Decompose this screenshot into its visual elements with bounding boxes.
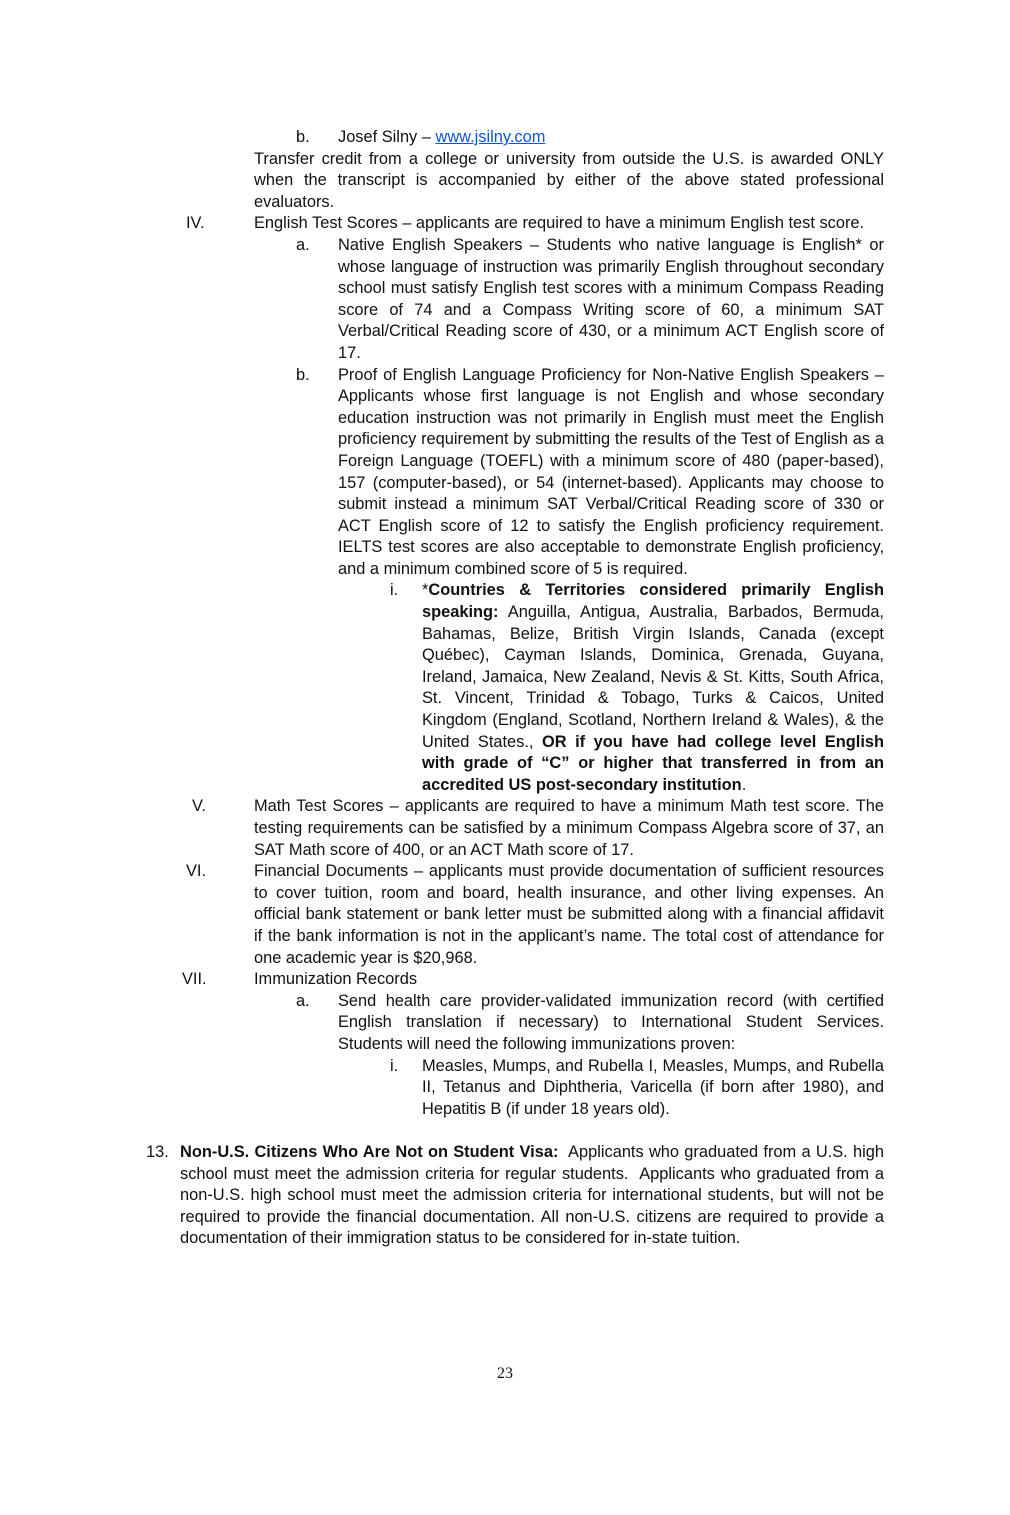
section-vi-financial-documents — [0, 861, 1010, 969]
evaluator-item-josef-silny — [0, 127, 1010, 149]
item-number-13: 13. — [146, 1142, 169, 1161]
list-marker: b. — [296, 365, 310, 384]
item-13-body: Applicants who graduated from a U.S. high school must meet the admission criteria for regular students. Applicants who graduated from a non-U.S. high school must meet the admission criteria for international students, but will not be required to provide the financial documentation. All non-U.S. citizens are required to provide a documentation of their immigration status to be considered for in-state tuition. — [180, 1142, 889, 1248]
countries-heading: Countries & Territories considered primarily English speaking: — [422, 581, 884, 622]
list-marker: i. — [390, 581, 399, 600]
document-page — [0, 127, 1010, 1250]
section-v-math-test-scores — [0, 796, 1010, 861]
section-iv-english-test-scores — [0, 213, 1010, 235]
list-marker: a. — [296, 991, 310, 1010]
roman-marker-iv: IV. — [186, 214, 205, 233]
jsilny-link[interactable]: www.jsilny.com — [435, 128, 546, 146]
section-vii-item-i — [0, 1056, 1010, 1121]
roman-marker-v: V. — [192, 797, 206, 816]
item-13-non-us-citizens — [0, 1142, 1010, 1250]
list-marker: a. — [296, 235, 310, 254]
roman-marker-vi: VI. — [186, 862, 207, 881]
section-vi-text: Financial Documents – applicants must provide documentation of sufficient resources to cover tuition, room and board, health insurance, and other living expenses. An official bank statement or bank letter must be submitted along with a financial affidavit if the bank information is not in the applicant’s name. The total cost of attendance for one academic year is $20,968. — [254, 862, 884, 967]
page-number: 23 — [497, 1365, 513, 1382]
item-13-text — [180, 1142, 889, 1250]
english-speaking-countries-text — [422, 580, 884, 796]
item-13-title: Non-U.S. Citizens Who Are Not on Student Visa: — [180, 1142, 559, 1161]
section-iv-item-b — [0, 365, 1010, 581]
roman-marker-vii: VII. — [182, 970, 207, 989]
list-marker: i. — [390, 1056, 399, 1075]
asterisk: * — [422, 581, 429, 600]
transfer-credit-paragraph — [0, 149, 1010, 214]
section-v-text: Math Test Scores – applicants are required to have a minimum Math test score. The testing requirements can be satisfied by a minimum Compass Algebra score of 37, an SAT Math score of 400, or an ACT Math score of 17. — [254, 797, 884, 859]
section-iv-text: English Test Scores – applicants are required to have a minimum English test score. — [254, 214, 865, 233]
section-iv-item-a — [0, 235, 1010, 365]
college-english-note: OR if you have had college level English with grade of “C” or higher that transferred in from an accredited US post-secondary institution — [422, 732, 884, 794]
non-native-proficiency-text: Proof of English Language Proficiency for Non-Native English Speakers – Applicants whose first language is not English and whose secondary education instruction was not primarily in English must meet the English proficiency requirement by submitting the results of the Test of English as a Foreign Language (TOEFL) with a minimum score of 480 (paper-based), 157 (computer-based), or 54 (internet-based). Applicants may choose to submit instead a minimum SAT Verbal/Critical Reading score of 330 or ACT English score of 12 to satisfy the English proficiency requirement. IELTS test scores are also acceptable to demonstrate English proficiency, and a minimum combined score of 5 is required. — [338, 365, 884, 578]
end-period: . — [741, 775, 747, 794]
section-vii-immunization-records — [0, 969, 1010, 991]
list-marker: b. — [296, 128, 310, 146]
countries-list: Anguilla, Antigua, Australia, Barbados, Bermuda, Bahamas, Belize, British Virgin Islands, Canada (except Québec), Cayman Islands, Dominica, Grenada, Guyana, Ireland, Jamaica, New Zealand, Nevis & St. Kitts, South Africa, St. Vincent, Trinidad & Tobago, Turks & Caicos, United Kingdom (England, Scotland, Northern Ireland & Wales), & the United States., — [422, 603, 884, 751]
immunization-record-text: Send health care provider-validated immunization record (with certified English translation if necessary) to International Student Services. Students will need the following immunizations proven: — [338, 991, 884, 1053]
section-vii-item-a — [0, 991, 1010, 1056]
immunizations-list-text: Measles, Mumps, and Rubella I, Measles, Mumps, and Rubella II, Tetanus and Diphtheria, Varicella (if born after 1980), and Hepatitis B (if under 18 years old). — [422, 1056, 884, 1118]
transfer-credit-text: Transfer credit from a college or university from outside the U.S. is awarded ONLY when the transcript is accompanied by either of the above stated professional evaluators. — [254, 149, 884, 211]
evaluator-name: Josef Silny – — [338, 128, 436, 146]
native-english-speakers-text: Native English Speakers – Students who native language is English* or whose language of instruction was primarily English throughout secondary school must satisfy English test scores with a minimum Compass Reading score of 74 and a Compass Writing score of 60, a minimum SAT Verbal/Critical Reading score of 430, or a minimum ACT English score of 17. — [338, 235, 884, 362]
evaluator-text — [338, 127, 884, 149]
section-iv-item-i — [0, 580, 1010, 796]
section-vii-text: Immunization Records — [254, 970, 418, 989]
